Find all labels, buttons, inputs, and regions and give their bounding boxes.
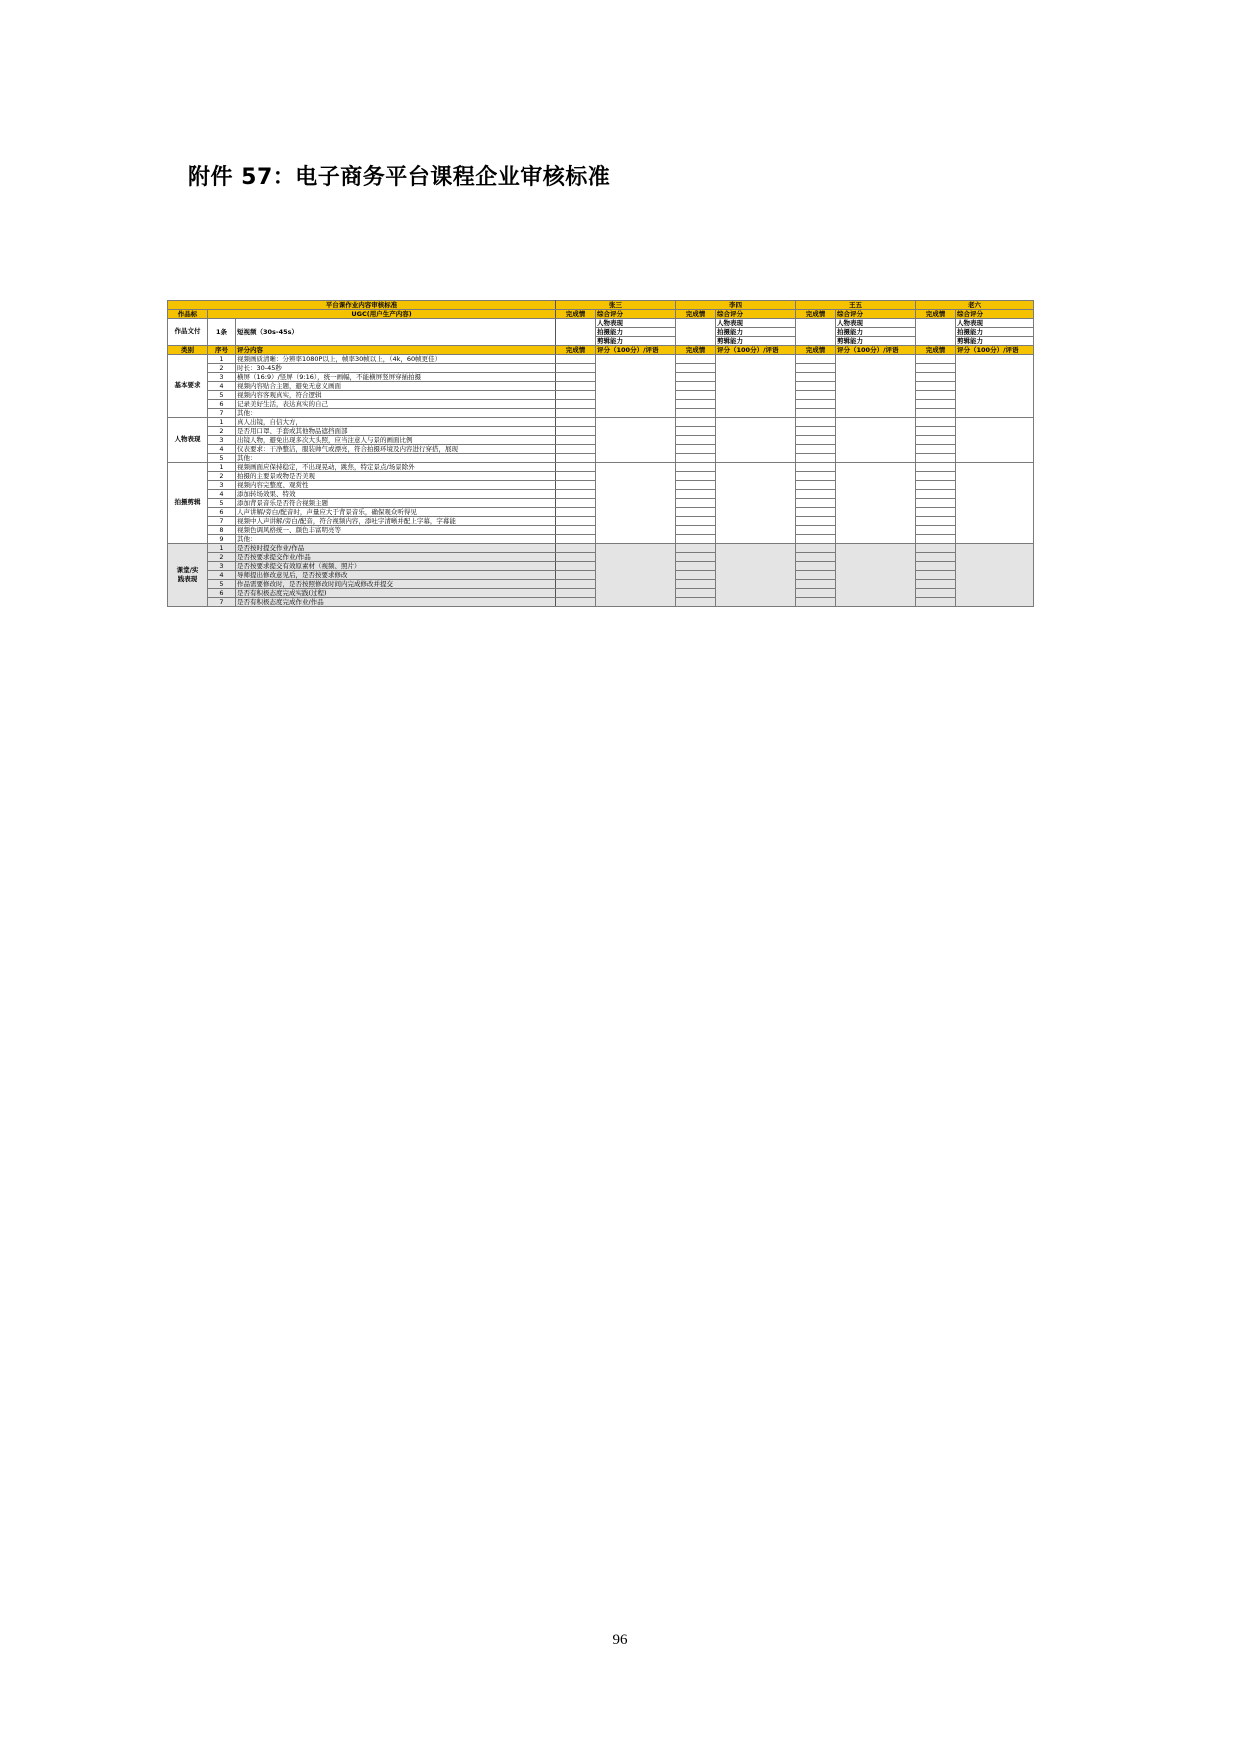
- criterion-number: 3: [208, 481, 236, 490]
- criterion-text: 拍摄的主要景或物是否美观: [236, 472, 556, 481]
- done-status-cell: [796, 436, 836, 445]
- done-status-cell: [676, 562, 716, 571]
- done-status-cell: [916, 463, 956, 472]
- done-status-label: 完成情: [556, 310, 596, 319]
- category-name: 基本要求: [168, 355, 208, 418]
- score-comment-cell: [716, 544, 796, 607]
- criterion-number: 4: [208, 445, 236, 454]
- criterion-row: [168, 355, 1034, 364]
- done-status-cell: [676, 391, 716, 400]
- done-status-cell: [916, 526, 956, 535]
- criterion-number: 1: [208, 355, 236, 364]
- done-status-cell: [916, 481, 956, 490]
- done-status-cell: [796, 598, 836, 607]
- done-status-cell: [796, 589, 836, 598]
- done-status-cell: [916, 436, 956, 445]
- criterion-number: 4: [208, 571, 236, 580]
- done-status-cell: [796, 490, 836, 499]
- done-status-cell: [676, 535, 716, 544]
- done-status-cell: [676, 481, 716, 490]
- done-status-cell: [676, 544, 716, 553]
- done-status-cell: [556, 382, 596, 391]
- category-name: 拍摄剪辑: [168, 463, 208, 544]
- document-title: 附件 57：电子商务平台课程企业审核标准: [188, 165, 611, 190]
- done-status-cell: [676, 373, 716, 382]
- done-status-cell: [796, 499, 836, 508]
- done-status-cell: [676, 400, 716, 409]
- done-status-header: 完成情: [796, 346, 836, 355]
- score-comment-cell: [956, 355, 1034, 418]
- score-header: 评分（100分）/评语: [596, 346, 676, 355]
- person-name: 张三: [556, 301, 676, 310]
- done-status-cell: [916, 409, 956, 418]
- done-status-cell: [556, 427, 596, 436]
- criterion-number: 5: [208, 391, 236, 400]
- criterion-text: 其他：: [236, 409, 556, 418]
- done-status-cell: [676, 382, 716, 391]
- person-name: 李四: [676, 301, 796, 310]
- criterion-text: 视频内容完整度、观赏性: [236, 481, 556, 490]
- done-status-cell: [676, 589, 716, 598]
- criterion-text: 添加转场效果、特效: [236, 490, 556, 499]
- done-status-cell: [676, 319, 716, 346]
- criterion-text: 视频内容客观真实，符合逻辑: [236, 391, 556, 400]
- score-comment-cell: [596, 355, 676, 418]
- done-status-cell: [796, 418, 836, 427]
- criterion-text: 其他：: [236, 454, 556, 463]
- criterion-number: 7: [208, 409, 236, 418]
- criterion-number: 5: [208, 580, 236, 589]
- criterion-number: 2: [208, 364, 236, 373]
- criterion-text: 作品需要修改时，是否按照修改时间内完成修改并提交: [236, 580, 556, 589]
- done-status-cell: [556, 373, 596, 382]
- criterion-row: [168, 463, 1034, 472]
- done-status-cell: [556, 355, 596, 364]
- person-name: 王五: [796, 301, 916, 310]
- criterion-text: 出镜人物，避免出现多次大头照，应当注意人与景的画面比例: [236, 436, 556, 445]
- criterion-text: 视频内容贴合主题，避免无意义画面: [236, 382, 556, 391]
- score-comment-cell: [716, 463, 796, 544]
- criteria-label: 人物表现: [716, 319, 796, 328]
- done-status-cell: [796, 544, 836, 553]
- column-header-row: [168, 346, 1034, 355]
- criterion-number: 2: [208, 553, 236, 562]
- criterion-text: 视频画质清晰：分辨率1080P以上，帧率30帧以上，（4k，60帧更佳）: [236, 355, 556, 364]
- criterion-number: 1: [208, 418, 236, 427]
- category-name: 人物表现: [168, 418, 208, 463]
- score-comment-cell: [596, 463, 676, 544]
- criterion-number: 7: [208, 598, 236, 607]
- done-status-cell: [676, 499, 716, 508]
- criterion-number: 3: [208, 373, 236, 382]
- done-status-cell: [676, 445, 716, 454]
- done-status-cell: [556, 562, 596, 571]
- criterion-text: 是否用口罩、手套或其他物品遮挡面部: [236, 427, 556, 436]
- criterion-text: 视频画面应保持稳定，不出现晃动，跳焦，特定景点/场景除外: [236, 463, 556, 472]
- done-status-cell: [556, 400, 596, 409]
- criterion-number: 7: [208, 517, 236, 526]
- done-status-cell: [916, 580, 956, 589]
- score-comment-cell: [956, 463, 1034, 544]
- criteria-label: 拍摄能力: [716, 328, 796, 337]
- done-status-cell: [676, 454, 716, 463]
- criterion-text: 导师提出修改意见后，是否按要求修改: [236, 571, 556, 580]
- done-status-cell: [676, 463, 716, 472]
- done-status-cell: [556, 391, 596, 400]
- done-status-cell: [796, 373, 836, 382]
- criteria-label: 人物表现: [596, 319, 676, 328]
- score-comment-cell: [956, 418, 1034, 463]
- criterion-text: 是否有积极态度完成实践(过程): [236, 589, 556, 598]
- done-status-cell: [556, 499, 596, 508]
- criterion-number: 8: [208, 526, 236, 535]
- done-status-cell: [916, 562, 956, 571]
- done-status-cell: [916, 589, 956, 598]
- done-status-cell: [796, 562, 836, 571]
- score-header: 评分（100分）/评语: [836, 346, 916, 355]
- done-status-cell: [556, 472, 596, 481]
- done-status-cell: [796, 535, 836, 544]
- done-status-cell: [916, 382, 956, 391]
- score-comment-cell: [836, 463, 916, 544]
- category-header: 类别: [168, 346, 208, 355]
- done-status-cell: [916, 400, 956, 409]
- done-status-cell: [556, 553, 596, 562]
- done-status-cell: [556, 508, 596, 517]
- work-label: 作品标: [168, 310, 208, 319]
- done-status-cell: [676, 436, 716, 445]
- criterion-number: 3: [208, 436, 236, 445]
- done-status-cell: [916, 499, 956, 508]
- score-comment-cell: [596, 544, 676, 607]
- done-status-cell: [916, 517, 956, 526]
- done-status-cell: [676, 472, 716, 481]
- criterion-text: 是否有积极态度完成作业/作品: [236, 598, 556, 607]
- done-status-cell: [556, 418, 596, 427]
- overall-score-label: 综合评分: [836, 310, 916, 319]
- done-status-cell: [676, 598, 716, 607]
- done-status-cell: [556, 517, 596, 526]
- done-status-header: 完成情: [676, 346, 716, 355]
- criterion-number: 2: [208, 427, 236, 436]
- criterion-number: 4: [208, 490, 236, 499]
- done-status-cell: [796, 355, 836, 364]
- criterion-text: 时长：30-45秒: [236, 364, 556, 373]
- number-header: 序号: [208, 346, 236, 355]
- criteria-label: 拍摄能力: [836, 328, 916, 337]
- criterion-number: 4: [208, 382, 236, 391]
- done-status-cell: [796, 580, 836, 589]
- done-status-cell: [796, 400, 836, 409]
- criteria-label: 人物表现: [956, 319, 1034, 328]
- done-status-cell: [916, 445, 956, 454]
- done-status-cell: [676, 526, 716, 535]
- done-status-cell: [556, 526, 596, 535]
- done-status-cell: [556, 535, 596, 544]
- criterion-row: [168, 544, 1034, 553]
- done-status-cell: [556, 571, 596, 580]
- person-name: 老六: [916, 301, 1034, 310]
- score-comment-cell: [716, 355, 796, 418]
- done-status-cell: [796, 526, 836, 535]
- criterion-text: 记录美好生活，表达真实的自己: [236, 400, 556, 409]
- done-status-cell: [556, 409, 596, 418]
- done-status-cell: [556, 490, 596, 499]
- criterion-number: 2: [208, 472, 236, 481]
- done-status-cell: [796, 481, 836, 490]
- criterion-number: 5: [208, 499, 236, 508]
- page-number: 96: [612, 1632, 628, 1648]
- done-status-label: 完成情: [916, 310, 956, 319]
- done-status-cell: [556, 580, 596, 589]
- done-status-cell: [796, 463, 836, 472]
- criterion-number: 6: [208, 400, 236, 409]
- done-status-cell: [796, 472, 836, 481]
- done-status-cell: [556, 364, 596, 373]
- done-status-cell: [916, 544, 956, 553]
- criterion-text: 是否按时提交作业/作品: [236, 544, 556, 553]
- done-status-cell: [796, 409, 836, 418]
- done-status-cell: [916, 490, 956, 499]
- done-status-cell: [916, 364, 956, 373]
- criteria-label: 拍摄能力: [956, 328, 1034, 337]
- score-comment-cell: [836, 355, 916, 418]
- criterion-number: 1: [208, 544, 236, 553]
- done-status-cell: [676, 427, 716, 436]
- criterion-number: 5: [208, 454, 236, 463]
- score-comment-cell: [836, 418, 916, 463]
- done-status-cell: [916, 598, 956, 607]
- done-status-cell: [916, 418, 956, 427]
- criteria-row: [168, 319, 1034, 328]
- done-status-cell: [916, 373, 956, 382]
- done-status-cell: [916, 391, 956, 400]
- done-status-cell: [916, 571, 956, 580]
- done-status-cell: [676, 580, 716, 589]
- criterion-text: 仪表要求：干净整洁，服装帅气或漂亮，符合拍摄环境及内容进行穿搭，展现: [236, 445, 556, 454]
- submission-desc: 短视频（30s-45s）: [236, 319, 556, 346]
- criterion-number: 6: [208, 589, 236, 598]
- done-status-cell: [916, 427, 956, 436]
- review-standard-table: [167, 300, 1034, 607]
- done-status-cell: [796, 454, 836, 463]
- criterion-text: 真人出镜，自信大方，: [236, 418, 556, 427]
- done-status-cell: [676, 517, 716, 526]
- done-status-cell: [916, 472, 956, 481]
- score-header: 评分（100分）/评语: [956, 346, 1034, 355]
- ugc-label: UGC(用户生产内容): [208, 310, 556, 319]
- done-status-cell: [916, 454, 956, 463]
- done-status-cell: [676, 355, 716, 364]
- done-status-cell: [556, 589, 596, 598]
- criteria-label: 剪辑能力: [836, 337, 916, 346]
- criteria-label: 人物表现: [836, 319, 916, 328]
- score-comment-cell: [836, 544, 916, 607]
- score-comment-cell: [716, 418, 796, 463]
- criterion-number: 1: [208, 463, 236, 472]
- done-status-label: 完成情: [796, 310, 836, 319]
- done-status-cell: [796, 427, 836, 436]
- done-status-cell: [676, 364, 716, 373]
- done-status-cell: [556, 598, 596, 607]
- done-status-cell: [796, 508, 836, 517]
- done-status-cell: [916, 508, 956, 517]
- done-status-cell: [916, 535, 956, 544]
- done-status-cell: [676, 418, 716, 427]
- done-status-header: 完成情: [916, 346, 956, 355]
- criteria-label: 剪辑能力: [716, 337, 796, 346]
- done-status-cell: [796, 319, 836, 346]
- criteria-label: 剪辑能力: [596, 337, 676, 346]
- content-header: 评分内容: [236, 346, 556, 355]
- done-status-cell: [916, 553, 956, 562]
- sheet-header-title: 平台课作业内容审核标准: [168, 301, 556, 310]
- overall-score-label: 综合评分: [716, 310, 796, 319]
- done-status-cell: [916, 355, 956, 364]
- done-status-cell: [676, 553, 716, 562]
- score-comment-cell: [956, 544, 1034, 607]
- done-status-cell: [796, 364, 836, 373]
- criterion-text: 是否按要求提交作业/作品: [236, 553, 556, 562]
- category-name: 课堂/实践表现: [168, 544, 208, 607]
- submission-count: 1条: [208, 319, 236, 346]
- review-standard-sheet: [167, 300, 1033, 607]
- criterion-text: 视频色调风格统一、颜色丰富明亮等: [236, 526, 556, 535]
- criteria-label: 拍摄能力: [596, 328, 676, 337]
- done-status-cell: [796, 571, 836, 580]
- criterion-text: 视频中人声讲解/旁白/配音，符合视频内容，添吐字清晰并配上字幕，字幕能: [236, 517, 556, 526]
- criteria-label: 剪辑能力: [956, 337, 1034, 346]
- score-header: 评分（100分）/评语: [716, 346, 796, 355]
- criterion-number: 6: [208, 508, 236, 517]
- done-status-label: 完成情: [676, 310, 716, 319]
- criterion-row: [168, 418, 1034, 427]
- done-status-cell: [676, 490, 716, 499]
- done-status-cell: [796, 391, 836, 400]
- criterion-text: 人声讲解/旁白/配音时，声量应大于背景音乐，确保观众听得见: [236, 508, 556, 517]
- done-status-cell: [916, 319, 956, 346]
- overall-score-label: 综合评分: [956, 310, 1034, 319]
- done-status-cell: [556, 319, 596, 346]
- criterion-number: 9: [208, 535, 236, 544]
- criterion-text: 是否按要求提交有效原素材（视频、照片）: [236, 562, 556, 571]
- criterion-number: 3: [208, 562, 236, 571]
- score-comment-cell: [596, 418, 676, 463]
- done-status-cell: [556, 445, 596, 454]
- done-status-cell: [556, 454, 596, 463]
- done-status-cell: [556, 544, 596, 553]
- submission-label: 作品文付: [168, 319, 208, 346]
- done-status-cell: [556, 463, 596, 472]
- done-status-cell: [796, 553, 836, 562]
- done-status-cell: [676, 571, 716, 580]
- criterion-text: 其他：: [236, 535, 556, 544]
- criterion-text: 横屏（16:9）/竖屏（9:16），统一画幅，不能横屏竖屏穿插拍摄: [236, 373, 556, 382]
- criterion-text: 添加背景音乐是否符合视频主题: [236, 499, 556, 508]
- done-status-cell: [676, 508, 716, 517]
- done-status-cell: [556, 436, 596, 445]
- done-status-cell: [796, 445, 836, 454]
- overall-score-label: 综合评分: [596, 310, 676, 319]
- done-status-cell: [796, 382, 836, 391]
- done-status-cell: [556, 481, 596, 490]
- done-status-cell: [796, 517, 836, 526]
- done-status-cell: [676, 409, 716, 418]
- done-status-header: 完成情: [556, 346, 596, 355]
- header-row-2: [168, 310, 1034, 319]
- header-row: [168, 301, 1034, 310]
